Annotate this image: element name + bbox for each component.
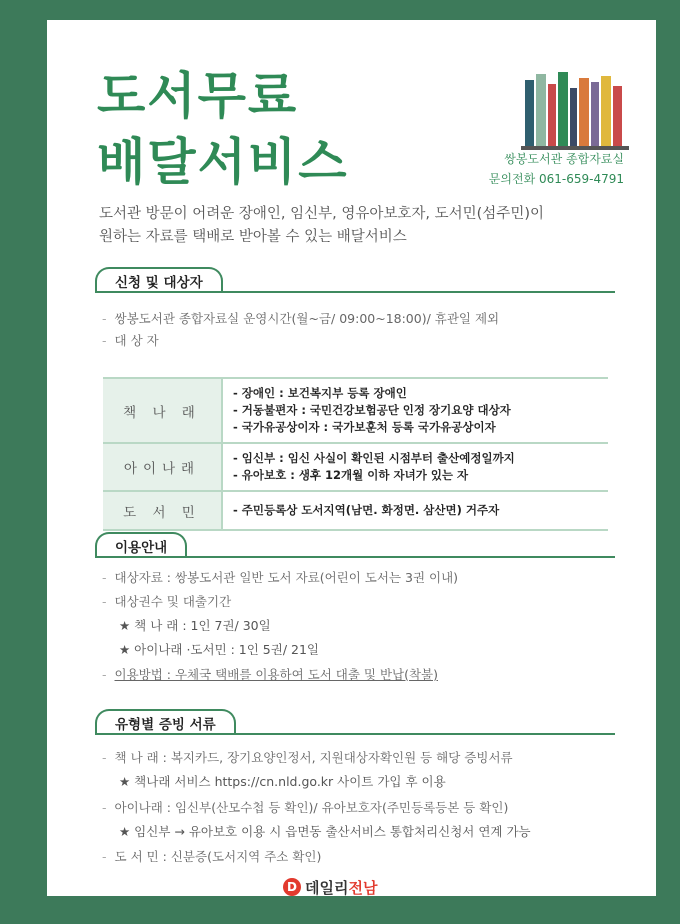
list-item — [102, 666, 438, 684]
logo-text-part2: 전남 — [348, 878, 378, 897]
top-frame-bar — [0, 0, 680, 18]
table-line: - 유아보호 : 생후 12개월 이하 자녀가 있는 자 — [233, 468, 469, 482]
footer-logo — [283, 876, 377, 898]
table-line: - 장애인 : 보건복지부 등록 장애인 — [233, 386, 407, 400]
list-item — [102, 310, 499, 328]
section-divider — [95, 733, 615, 735]
poster-card — [47, 20, 656, 896]
intro-line2: 원하는 자료를 택배로 받아볼 수 있는 배달서비스 — [99, 229, 407, 245]
contact-library: 쌍봉도서관 종합자료실 — [504, 152, 624, 166]
table-row-label: 도 서 민 — [103, 491, 222, 530]
contact-phone: 문의전화 061-659-4791 — [488, 172, 624, 186]
section-heading: 이용안내 — [95, 532, 187, 558]
list-item — [102, 569, 458, 587]
section-heading: 신청 및 대상자 — [95, 267, 223, 293]
dash-bullet-icon: - — [102, 750, 107, 765]
dash-bullet-icon: - — [102, 570, 107, 585]
table-row — [103, 378, 608, 443]
bottom-frame-bar — [0, 896, 680, 924]
table-line: - 주민등록상 도서지역(남면. 화정면. 삼산면) 거주자 — [233, 503, 500, 517]
table-row-value — [222, 491, 608, 530]
star-note: ★ 책나래 서비스 https://cn.nld.go.kr 사이트 가입 후 이용 — [119, 774, 446, 789]
list-item — [102, 848, 321, 866]
dash-bullet-icon: - — [102, 311, 107, 326]
table-row-value — [222, 378, 608, 443]
poster-title-line2: 배달서비스 — [97, 133, 349, 191]
list-item-text: 도 서 민 : 신분증(도서지역 주소 확인) — [114, 849, 322, 864]
table-row — [103, 443, 608, 491]
poster-title-line1: 도서무료 — [97, 67, 299, 125]
table-line: - 임신부 : 임신 사실이 확인된 시점부터 출산예정일까지 — [233, 451, 515, 465]
list-item-text: 대 상 자 — [114, 333, 159, 348]
table-line: - 거동불편자 : 국민건강보험공단 인정 장기요양 대상자 — [233, 403, 511, 417]
intro-text — [99, 203, 629, 249]
star-note: ★ 아이나래 ·도서민 : 1인 5권/ 21일 — [119, 642, 320, 657]
books-illustration-icon — [521, 70, 631, 152]
section-usage-header — [95, 532, 615, 558]
dash-bullet-icon: - — [102, 667, 107, 682]
section-divider — [95, 556, 615, 558]
section-documents-header — [95, 709, 615, 735]
table-row-label: 아이나래 — [103, 443, 222, 491]
list-item-text: 대상권수 및 대출기간 — [114, 594, 232, 609]
list-item — [102, 799, 508, 817]
dash-bullet-icon: - — [102, 594, 107, 609]
logo-text-part1: 데일리 — [305, 878, 349, 897]
intro-line1: 도서관 방문이 어려운 장애인, 임신부, 영유아보호자, 도서민(섬주민)이 — [99, 206, 544, 222]
list-item — [102, 593, 231, 611]
eligibility-table — [103, 377, 608, 531]
table-row-label: 책 나 래 — [103, 378, 222, 443]
logo-mark-icon: D — [283, 878, 301, 896]
star-note: ★ 임신부 → 유아보호 이용 시 읍면동 출산서비스 통합처리신청서 연계 가능 — [119, 824, 531, 839]
table-row-value — [222, 443, 608, 491]
dash-bullet-icon: - — [102, 333, 107, 348]
section-heading: 유형별 증빙 서류 — [95, 709, 236, 735]
list-item — [102, 749, 513, 767]
table-line: - 국가유공상이자 : 국가보훈처 등록 국가유공상이자 — [233, 420, 496, 434]
table-row — [103, 491, 608, 530]
dash-bullet-icon: - — [102, 849, 107, 864]
section-divider — [95, 291, 615, 293]
dash-bullet-icon: - — [102, 800, 107, 815]
list-item-text: 책 나 래 : 복지카드, 장기요양인정서, 지원대상자확인원 등 해당 증빙서류 — [114, 750, 513, 765]
list-item-text: 이용방법 : 우체국 택배를 이용하여 도서 대출 및 반납(착불) — [114, 667, 438, 682]
list-item-text: 아이나래 : 임신부(산모수첩 등 확인)/ 유아보호자(주민등록등본 등 확인) — [114, 800, 509, 815]
list-item — [102, 332, 159, 350]
list-item-text: 쌍봉도서관 종합자료실 운영시간(월~금/ 09:00~18:00)/ 휴관일 제외 — [114, 311, 500, 326]
section-application-header — [95, 267, 615, 293]
list-item-text: 대상자료 : 쌍봉도서관 일반 도서 자료(어린이 도서는 3권 이내) — [114, 570, 459, 585]
star-note: ★ 책 나 래 : 1인 7권/ 30일 — [119, 618, 271, 633]
